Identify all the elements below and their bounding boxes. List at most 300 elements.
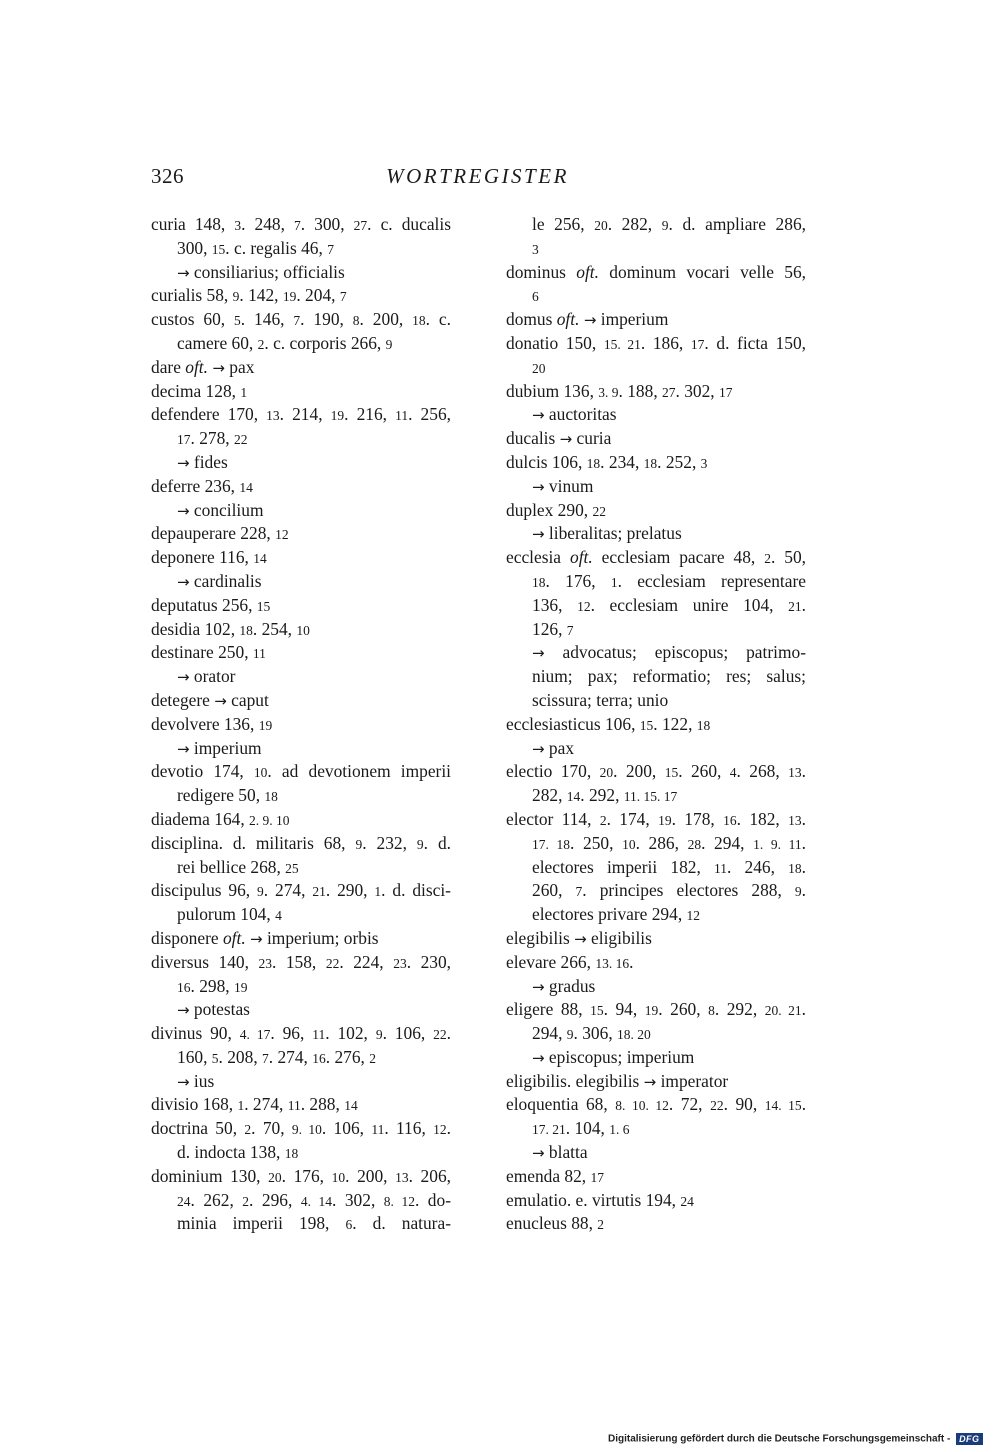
line-number-ref: 19 — [644, 1003, 659, 1019]
line-number-ref: 13 — [788, 812, 802, 828]
entry-text: cardinalis — [189, 570, 262, 591]
line-number-ref: 13 — [395, 1169, 409, 1185]
line-number-ref: 17. 18 — [532, 836, 571, 852]
index-line — [151, 975, 451, 999]
entry-text: . 268, — [736, 761, 789, 782]
entry-text: . 246, — [727, 856, 789, 877]
cross-reference-arrow-icon: → — [574, 929, 587, 948]
line-number-ref: 18 — [788, 860, 802, 876]
line-number-ref: 19 — [330, 408, 345, 424]
credit-separator: - — [944, 1433, 951, 1445]
entry-text: . 182, — [736, 808, 789, 829]
entry-text: . 206, — [408, 1165, 451, 1186]
line-number-ref: 15 — [256, 598, 271, 614]
line-number-ref: 4. 17 — [239, 1027, 271, 1043]
index-line — [506, 1070, 806, 1094]
cross-reference-arrow-icon: → — [532, 977, 545, 996]
entry-text: . 200, — [345, 1165, 396, 1186]
cross-reference-arrow-icon: → — [177, 1072, 190, 1091]
line-number-ref: 2 — [244, 1122, 252, 1138]
entry-text: eligibilis. elegibilis — [506, 1070, 644, 1091]
line-number-ref: 11 — [395, 408, 409, 424]
line-number-ref: 9. 10 — [291, 1122, 322, 1138]
entry-text: dulcis 106, — [506, 451, 587, 472]
entry-text: dominum vocari velle 56, — [598, 261, 806, 282]
entry-text: camere 60, — [177, 332, 258, 353]
entry-text: . ad devotionem imperii — [267, 761, 451, 782]
index-line — [151, 713, 451, 737]
entry-text: . 186, — [640, 332, 691, 353]
line-number-ref: 8. 12 — [383, 1193, 415, 1209]
entry-text: le 256, — [532, 214, 595, 234]
index-line — [506, 641, 806, 665]
line-number-ref: 9 — [355, 836, 363, 852]
entry-text: . 90, — [723, 1094, 765, 1115]
index-line — [151, 927, 451, 951]
index-line — [151, 879, 451, 903]
entry-text: . 294, — [701, 832, 754, 853]
entry-text: donatio 150, — [506, 332, 604, 353]
index-line — [506, 451, 806, 475]
entry-text: curia — [572, 428, 612, 449]
entry-text: discipulus 96, — [151, 880, 258, 901]
entry-text: imperium — [596, 309, 669, 330]
entry-text: vinum — [544, 475, 594, 496]
entry-text: 294, — [532, 1023, 567, 1044]
index-line — [151, 237, 451, 261]
entry-text: imperium; orbis — [262, 927, 379, 948]
entry-text: ecclesia — [506, 547, 570, 568]
entry-text: . — [446, 1023, 452, 1044]
entry-text: divinus 90, — [151, 1023, 240, 1044]
line-number-ref: 22 — [233, 432, 248, 448]
credit-text: Digitalisierung gefördert durch die Deutsche Forschungsgemeinschaft — [608, 1433, 945, 1445]
index-line — [506, 1189, 806, 1213]
index-line — [506, 760, 806, 784]
entry-text: . principes electores 288, — [582, 880, 795, 901]
entry-text: curia 148, — [151, 214, 235, 234]
cross-reference-arrow-icon: → — [643, 1072, 657, 1091]
index-line — [151, 689, 451, 713]
index-line — [506, 1117, 806, 1141]
entry-text: . — [801, 999, 806, 1020]
entry-text: . 208, — [218, 1046, 263, 1067]
index-line — [151, 356, 451, 380]
line-number-ref: 3 — [532, 241, 539, 257]
line-number-ref: 18 — [264, 789, 278, 805]
line-number-ref: 11 — [287, 1098, 301, 1114]
entry-text: depauperare 228, — [151, 523, 276, 544]
cross-reference-arrow-icon: → — [212, 358, 225, 377]
line-number-ref: 2. 9. 10 — [249, 812, 290, 828]
index-line — [151, 1070, 451, 1094]
entry-text: . 216, — [344, 404, 396, 425]
entry-text: enucleus 88, — [506, 1213, 598, 1234]
entry-text: . 158, — [271, 951, 326, 972]
line-number-ref: 17 — [177, 432, 191, 448]
index-line — [506, 808, 806, 832]
line-number-ref: 6 — [532, 289, 539, 305]
line-number-ref: 9 — [416, 836, 424, 852]
line-number-ref: 21 — [788, 598, 802, 614]
line-number-ref: 14 — [566, 789, 581, 805]
entry-text: dominium 130, — [151, 1165, 269, 1186]
entry-text: 126, — [532, 618, 567, 639]
line-number-ref: 15. 21 — [603, 336, 641, 352]
entry-text: . 176, — [545, 570, 611, 591]
index-line — [506, 618, 806, 642]
entry-text: imperium — [189, 737, 262, 758]
index-line — [506, 522, 806, 546]
entry-text: . — [801, 880, 806, 901]
index-line — [151, 1046, 451, 1070]
entry-text: . 72, — [668, 1094, 711, 1115]
line-number-ref: 7 — [294, 218, 301, 233]
index-line — [506, 475, 806, 499]
cross-reference-arrow-icon: → — [532, 644, 545, 663]
entry-text: liberalitas; prelatus — [544, 523, 682, 544]
index-line — [506, 570, 806, 594]
index-line — [506, 1022, 806, 1046]
line-number-ref: 1 — [610, 574, 618, 590]
entry-text: . 146, — [240, 309, 294, 330]
page-number: 326 — [151, 164, 184, 188]
entry-text: electores privare 294, — [532, 904, 687, 925]
entry-text: . 94, — [603, 999, 645, 1020]
line-number-ref: 23 — [393, 955, 407, 971]
entry-text: . 122, — [653, 713, 697, 734]
line-number-ref: 21 — [312, 884, 326, 900]
line-number-ref: 3. 9 — [598, 384, 619, 400]
index-line — [151, 475, 451, 499]
index-line — [151, 1141, 451, 1165]
line-number-ref: 20 — [594, 218, 608, 233]
cross-reference-arrow-icon: → — [177, 668, 190, 687]
entry-text: ius — [189, 1070, 215, 1091]
entry-text: advocatus; episcopus; patrimo- — [544, 642, 806, 663]
entry-text: devolvere 136, — [151, 713, 259, 734]
entry-text: . 178, — [671, 808, 724, 829]
line-number-ref: 25 — [285, 860, 299, 876]
line-number-ref: 7 — [339, 289, 347, 305]
index-line — [151, 1189, 451, 1213]
cross-reference-arrow-icon: → — [532, 1144, 545, 1163]
entry-text: . 230, — [406, 951, 452, 972]
line-number-ref: 2 — [257, 336, 265, 352]
index-line — [506, 594, 806, 618]
line-number-ref: 10 — [253, 765, 268, 781]
index-line — [151, 332, 451, 356]
line-number-ref: 15 — [590, 1003, 604, 1019]
line-number-ref: 14 — [239, 479, 253, 495]
abbreviation-oft: oft. — [185, 356, 208, 377]
index-line — [151, 1022, 451, 1046]
index-line — [506, 998, 806, 1022]
entry-text: duplex 290, — [506, 499, 593, 520]
cross-reference-arrow-icon: → — [177, 572, 190, 591]
line-number-ref: 9 — [385, 336, 393, 352]
entry-text: doctrina 50, — [151, 1118, 245, 1139]
entry-text: . — [801, 832, 807, 853]
index-line — [506, 308, 806, 332]
index-line — [151, 737, 451, 761]
entry-text: . 250, — [570, 832, 623, 853]
line-number-ref: 2 — [764, 551, 771, 567]
entry-text: auctoritas — [544, 404, 617, 425]
entry-text: . 276, — [325, 1046, 370, 1067]
entry-text: . 292, — [714, 999, 765, 1020]
line-number-ref: 9 — [566, 1027, 574, 1043]
entry-text: minia imperii 198, — [177, 1213, 346, 1234]
line-number-ref: 20 — [532, 360, 546, 376]
index-line — [506, 951, 806, 975]
line-number-ref: 24 — [680, 1193, 694, 1209]
index-line — [506, 737, 806, 761]
line-number-ref: 1. 9. 11 — [753, 836, 802, 852]
entry-text: . 106, — [382, 1023, 434, 1044]
line-number-ref: 4 — [729, 765, 737, 781]
index-line — [506, 499, 806, 523]
cross-reference-arrow-icon: → — [177, 501, 190, 520]
index-line — [151, 284, 451, 308]
index-line — [151, 546, 451, 570]
entry-text: electio 170, — [506, 761, 600, 782]
entry-text: divisio 168, — [151, 1094, 238, 1115]
entry-text: . c. corporis 266, — [264, 332, 386, 353]
line-number-ref: 22 — [433, 1027, 447, 1043]
line-number-ref: 17 — [590, 1169, 605, 1185]
line-number-ref: 7 — [262, 1050, 269, 1066]
digitization-credit — [608, 1433, 983, 1445]
entry-text: devotio 174, — [151, 761, 254, 782]
line-number-ref: 14 — [344, 1098, 358, 1114]
line-number-ref: 18 — [696, 717, 711, 733]
entry-text: . 300, — [300, 214, 354, 234]
line-number-ref: 17 — [690, 336, 705, 352]
line-number-ref: 11 — [714, 860, 727, 876]
entry-text: . 290, — [325, 880, 375, 901]
index-line — [151, 784, 451, 808]
entry-text: dubium 136, — [506, 380, 599, 401]
index-line — [151, 856, 451, 880]
line-number-ref: 12 — [686, 908, 701, 924]
index-line — [151, 380, 451, 404]
cross-reference-arrow-icon: → — [583, 311, 597, 330]
line-number-ref: 2 — [597, 1217, 605, 1233]
entry-text: . 204, — [296, 285, 340, 306]
entry-text: . 116, — [384, 1118, 434, 1139]
index-line — [506, 546, 806, 570]
index-line — [151, 403, 451, 427]
line-number-ref: 13 — [266, 408, 280, 424]
index-line — [151, 1117, 451, 1141]
entry-text: . 274, — [263, 880, 313, 901]
entry-text: . 70, — [251, 1118, 292, 1139]
entry-text: . 50, — [770, 547, 807, 568]
line-number-ref: 16 — [312, 1050, 326, 1066]
line-number-ref: 12 — [577, 598, 591, 614]
index-line — [151, 308, 451, 332]
line-number-ref: 23 — [258, 955, 272, 971]
entry-text: redigere 50, — [177, 785, 265, 806]
line-number-ref: 2 — [242, 1193, 250, 1209]
entry-text: elector 114, — [506, 808, 600, 829]
entry-text: . d. ampliare 286, — [668, 214, 806, 234]
entry-text: elevare 266, — [506, 951, 596, 972]
abbreviation-oft: oft. — [222, 927, 246, 948]
entry-text: . do- — [414, 1189, 451, 1210]
line-number-ref: 27 — [662, 384, 676, 400]
cross-reference-arrow-icon: → — [177, 263, 190, 282]
entry-text: . ecclesiam representare — [617, 570, 806, 591]
index-line — [506, 1093, 806, 1117]
index-line — [151, 641, 451, 665]
index-line — [506, 427, 806, 451]
index-line — [151, 665, 451, 689]
entry-text: elegibilis — [506, 927, 575, 948]
entry-text: eloquentia 68, — [506, 1094, 616, 1115]
entry-text: ecclesiam pacare 48, — [592, 547, 765, 568]
index-line — [506, 284, 806, 308]
line-number-ref: 20. 21 — [764, 1003, 802, 1019]
index-line — [151, 808, 451, 832]
index-line — [506, 213, 806, 237]
line-number-ref: 18 — [412, 313, 426, 329]
entry-text: blatta — [544, 1142, 588, 1163]
entry-text: . 106, — [321, 1118, 372, 1139]
line-number-ref: 7 — [566, 622, 574, 638]
entry-text: d. indocta 138, — [177, 1142, 285, 1163]
cross-reference-arrow-icon: → — [532, 406, 545, 425]
line-number-ref: 7 — [575, 884, 583, 900]
cross-reference-arrow-icon: → — [532, 477, 545, 496]
index-line — [151, 570, 451, 594]
index-line — [506, 689, 806, 713]
entry-text: disponere — [151, 927, 223, 948]
line-number-ref: 18 — [532, 574, 546, 590]
line-number-ref: 12 — [433, 1122, 447, 1138]
entry-text: consiliarius; officialis — [189, 261, 345, 282]
entry-text: desidia 102, — [151, 618, 240, 639]
entry-text: 300, — [177, 237, 212, 258]
line-number-ref: 10 — [622, 836, 636, 852]
entry-text: destinare 250, — [151, 642, 253, 663]
line-number-ref: 7 — [293, 313, 301, 329]
line-number-ref: 19 — [233, 979, 248, 995]
line-number-ref: 9 — [794, 884, 802, 900]
entry-text: . 260, — [658, 999, 709, 1020]
index-line — [151, 903, 451, 927]
index-line — [151, 594, 451, 618]
entry-text: caput — [226, 689, 269, 710]
line-number-ref: 19 — [658, 812, 672, 828]
entry-text: . d. — [423, 832, 451, 853]
entry-text: . — [801, 1094, 807, 1115]
line-number-ref: 4 — [275, 908, 282, 924]
entry-text: . c. — [425, 309, 452, 330]
line-number-ref: 14 — [253, 551, 267, 567]
line-number-ref: 22 — [710, 1098, 724, 1114]
entry-text: . 214, — [279, 404, 331, 425]
entry-text: . 248, — [241, 214, 294, 234]
entry-text: . 104, — [565, 1118, 610, 1139]
entry-text: . 292, — [580, 785, 624, 806]
entry-text: . 306, — [573, 1023, 618, 1044]
line-number-ref: 8 — [708, 1003, 715, 1019]
entry-text: concilium — [189, 499, 264, 520]
entry-text: deponere 116, — [151, 547, 254, 568]
entry-text: . — [801, 808, 806, 829]
entry-text: . 296, — [249, 1189, 301, 1210]
line-number-ref: 16 — [723, 812, 737, 828]
index-line — [506, 856, 806, 880]
line-number-ref: 6 — [345, 1217, 353, 1233]
entry-text: potestas — [189, 999, 250, 1020]
line-number-ref: 15 — [639, 717, 654, 733]
entry-text: . d. ficta 150, — [704, 332, 806, 353]
entry-text: domus — [506, 309, 557, 330]
index-line — [151, 522, 451, 546]
index-line — [506, 879, 806, 903]
line-number-ref: 9 — [257, 884, 264, 900]
abbreviation-oft: oft. — [576, 261, 599, 282]
entry-text: gradus — [544, 975, 596, 996]
index-line — [506, 1212, 806, 1236]
line-number-ref: 10 — [296, 622, 310, 638]
entry-text: imperator — [656, 1070, 729, 1091]
entry-text: emenda 82, — [506, 1165, 591, 1186]
line-number-ref: 5 — [234, 313, 241, 329]
index-line — [506, 261, 806, 285]
entry-text: . 188, — [618, 380, 663, 401]
entry-text: . 286, — [635, 832, 688, 853]
line-number-ref: 11. 15. 17 — [623, 789, 678, 805]
cross-reference-arrow-icon: → — [177, 453, 190, 472]
entry-text: . 288, — [300, 1094, 345, 1115]
cross-reference-arrow-icon: → — [177, 1001, 190, 1020]
entry-text: . 96, — [270, 1023, 313, 1044]
entry-text: orator — [189, 666, 236, 687]
line-number-ref: 20 — [268, 1169, 282, 1185]
index-line — [151, 760, 451, 784]
index-line — [506, 1165, 806, 1189]
entry-text: . 256, — [408, 404, 451, 425]
entry-text: dominus — [506, 261, 577, 282]
entry-text: . 278, — [190, 428, 234, 449]
entry-text: . 262, — [190, 1189, 243, 1210]
entry-text: . 174, — [606, 808, 659, 829]
entry-text: . 252, — [657, 451, 701, 472]
entry-text: . c. ducalis — [367, 214, 451, 234]
entry-text: ecclesiasticus 106, — [506, 713, 640, 734]
line-number-ref: 14. 15 — [764, 1098, 802, 1114]
index-line — [151, 427, 451, 451]
line-number-ref: 11 — [371, 1122, 385, 1138]
cross-reference-arrow-icon: → — [559, 430, 573, 449]
index-line — [506, 380, 806, 404]
index-column-left — [151, 213, 451, 1236]
line-number-ref: 16 — [177, 979, 191, 995]
line-number-ref: 20 — [599, 765, 614, 781]
index-line — [506, 975, 806, 999]
line-number-ref: 8. 10. 12 — [615, 1098, 669, 1114]
entry-text: . d. natura- — [352, 1213, 451, 1234]
line-number-ref: 15 — [664, 765, 679, 781]
entry-text: . — [629, 951, 634, 972]
entry-text: . 282, — [607, 214, 662, 234]
entry-text: rei bellice 268, — [177, 856, 286, 877]
line-number-ref: 12 — [275, 527, 289, 543]
